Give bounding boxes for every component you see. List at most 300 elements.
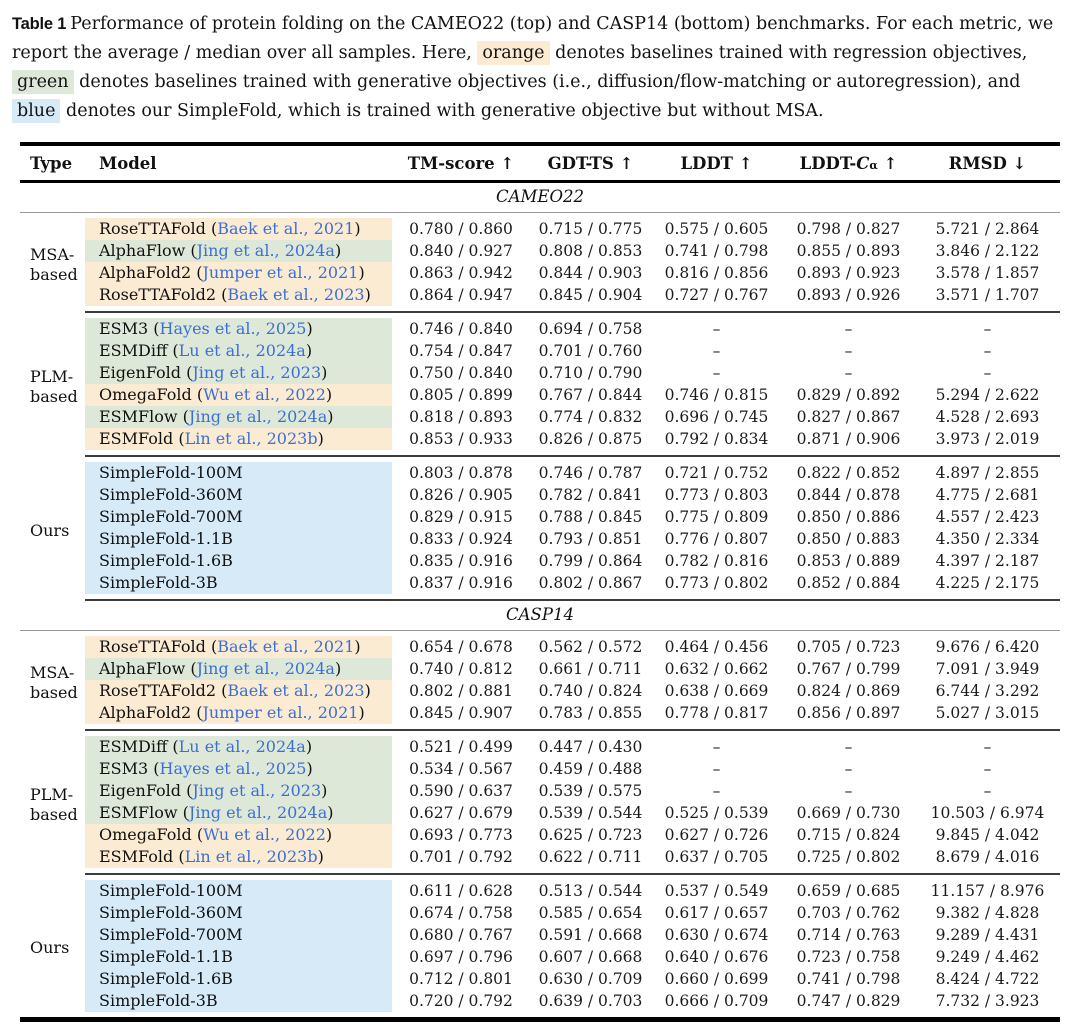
rmsd-value: 10.503 / 6.974	[930, 804, 1045, 822]
rmsd-value: 4.528 / 2.693	[935, 408, 1040, 426]
model-name: AlphaFold2 (	[99, 263, 203, 282]
table-row	[20, 572, 1060, 600]
model-cell	[85, 362, 392, 384]
model-cell	[85, 528, 392, 550]
citation-link[interactable]: Baek et al., 2023	[227, 285, 365, 304]
table-row	[20, 284, 1060, 312]
lddt-ca-value: 0.705 / 0.723	[796, 638, 901, 656]
model-name: RoseTTAFold2 (	[99, 681, 228, 700]
column-header-lddt: LDDT ↑	[651, 144, 782, 182]
lddt-ca-value: 0.715 / 0.824	[796, 826, 901, 844]
lddt-value: 0.721 / 0.752	[664, 464, 769, 482]
column-header-tm-score: TM-score ↑	[392, 144, 530, 182]
lddt-ca-value: 0.798 / 0.827	[796, 220, 901, 238]
lddt-value: 0.816 / 0.856	[664, 264, 769, 282]
gdt-ts-value: 0.782 / 0.841	[538, 486, 643, 504]
rmsd-value: 4.397 / 2.187	[935, 552, 1040, 570]
lddt-ca-value: 0.714 / 0.763	[796, 926, 901, 944]
lddt-value: –	[712, 738, 721, 756]
model-cell	[85, 702, 392, 730]
lddt-ca-value: 0.850 / 0.883	[796, 530, 901, 548]
table-row	[20, 384, 1060, 406]
citation-link[interactable]: Jing et al., 2024a	[188, 407, 328, 426]
lddt-value: 0.727 / 0.767	[651, 284, 782, 312]
lddt-ca-value: 0.856 / 0.897	[782, 702, 915, 730]
rmsd-value: 4.225 / 2.175	[915, 572, 1060, 600]
model-name: ESMDiff (	[99, 737, 179, 756]
model-name: SimpleFold-1.1B	[99, 529, 233, 548]
tm-score-value: 0.845 / 0.907	[392, 702, 530, 730]
rmsd-value: 11.157 / 8.976	[930, 882, 1045, 900]
lddt-ca-value: 0.850 / 0.886	[796, 508, 901, 526]
gdt-ts-value: 0.710 / 0.790	[538, 364, 643, 382]
lddt-value: 0.741 / 0.798	[664, 242, 769, 260]
gdt-ts-value: 0.774 / 0.832	[538, 408, 643, 426]
gdt-ts-value: 0.694 / 0.758	[538, 320, 643, 338]
table-row	[20, 902, 1060, 924]
rmsd-value: –	[983, 782, 992, 800]
lddt-ca-value: 0.827 / 0.867	[796, 408, 901, 426]
lddt-value: 0.660 / 0.699	[664, 970, 769, 988]
rmsd-value: –	[983, 342, 992, 360]
rmsd-value: –	[983, 738, 992, 756]
lddt-ca-value: –	[844, 760, 853, 778]
tm-score-value: 0.701 / 0.792	[392, 846, 530, 874]
citation-link[interactable]: Jing et al., 2024a	[196, 659, 335, 678]
lddt-ca-value: 0.725 / 0.802	[782, 846, 915, 874]
model-name: SimpleFold-100M	[99, 881, 243, 900]
model-name: SimpleFold-360M	[99, 903, 243, 922]
gdt-ts-value: 0.701 / 0.760	[538, 342, 643, 360]
citation-link[interactable]: Baek et al., 2021	[217, 219, 355, 238]
model-name: ESMFlow (	[99, 803, 189, 822]
lddt-value: 0.632 / 0.662	[664, 660, 769, 678]
gdt-ts-value: 0.715 / 0.775	[538, 220, 643, 238]
model-cell	[85, 572, 392, 600]
type-label: Ours	[30, 520, 70, 540]
table-row	[20, 240, 1060, 262]
lddt-ca-value: 0.669 / 0.730	[796, 804, 901, 822]
rmsd-value: 3.846 / 2.122	[935, 242, 1040, 260]
gdt-ts-value: 0.767 / 0.844	[538, 386, 643, 404]
tm-score-value: 0.780 / 0.860	[409, 220, 513, 238]
citation-link[interactable]: Jing et al., 2024a	[196, 241, 335, 260]
tm-score-value: 0.864 / 0.947	[392, 284, 530, 312]
lddt-ca-value: 0.844 / 0.878	[796, 486, 901, 504]
paren-close: )	[325, 825, 333, 844]
table-row	[20, 406, 1060, 428]
table-row	[20, 312, 1060, 340]
lddt-value: 0.630 / 0.674	[664, 926, 769, 944]
rmsd-value: 3.571 / 1.707	[915, 284, 1060, 312]
tm-score-value: 0.835 / 0.916	[409, 552, 513, 570]
paren-close: )	[334, 241, 342, 260]
lddt-ca-value: 0.747 / 0.829	[796, 992, 901, 1010]
rmsd-value: 3.973 / 2.019	[915, 428, 1060, 456]
rmsd-value: 9.845 / 4.042	[935, 826, 1040, 844]
model-name: SimpleFold-3B	[99, 573, 218, 592]
benchmark-title: CASP14	[20, 600, 1060, 631]
paren-close: )	[317, 847, 324, 866]
model-name: ESMFlow (	[99, 407, 189, 426]
tm-score-value: 0.863 / 0.942	[409, 264, 513, 282]
gdt-ts-value: 0.562 / 0.572	[538, 638, 643, 656]
model-name: ESM3 (	[99, 319, 160, 338]
model-name: ESMFold (	[99, 847, 185, 866]
gdt-ts-value: 0.844 / 0.903	[538, 264, 643, 282]
model-cell	[85, 874, 392, 902]
paren-close: )	[334, 659, 342, 678]
gdt-ts-value: 0.808 / 0.853	[538, 242, 643, 260]
rmsd-value: 8.424 / 4.722	[935, 970, 1040, 988]
rmsd-value: 8.679 / 4.016	[915, 846, 1060, 874]
rmsd-value: 5.294 / 2.622	[935, 386, 1040, 404]
model-cell	[85, 384, 392, 406]
lddt-ca-value: 0.822 / 0.852	[796, 464, 901, 482]
model-name: AlphaFlow (	[99, 241, 197, 260]
lddt-value: 0.776 / 0.807	[664, 530, 769, 548]
lddt-value: 0.775 / 0.809	[664, 508, 769, 526]
column-header-rmsd: RMSD ↓	[915, 144, 1060, 182]
tm-score-value: 0.750 / 0.840	[409, 364, 513, 382]
model-cell	[85, 213, 392, 241]
tm-score-value: 0.611 / 0.628	[409, 882, 513, 900]
citation-link[interactable]: Hayes et al., 2025	[159, 319, 307, 338]
model-name: SimpleFold-700M	[99, 925, 243, 944]
table-row	[20, 946, 1060, 968]
paren-close: )	[321, 781, 328, 800]
type-label: MSA-based	[30, 663, 78, 702]
lddt-value: 0.792 / 0.834	[651, 428, 782, 456]
model-cell	[85, 631, 392, 659]
rmsd-value: –	[983, 320, 992, 338]
citation-link[interactable]: Wu et al., 2022	[203, 385, 326, 404]
table-row	[20, 456, 1060, 484]
rmsd-value: 3.578 / 1.857	[935, 264, 1040, 282]
citation-link[interactable]: Wu et al., 2022	[203, 825, 326, 844]
lddt-value: 0.640 / 0.676	[664, 948, 769, 966]
table-row	[20, 802, 1060, 824]
rmsd-value: 9.289 / 4.431	[935, 926, 1040, 944]
lddt-value: 0.617 / 0.657	[664, 904, 769, 922]
rmsd-value: 7.091 / 3.949	[935, 660, 1040, 678]
model-cell	[85, 406, 392, 428]
rmsd-value: 7.732 / 3.923	[935, 992, 1040, 1010]
tm-score-value: 0.740 / 0.812	[409, 660, 513, 678]
lddt-value: 0.773 / 0.803	[664, 486, 769, 504]
model-cell	[85, 340, 392, 362]
rmsd-value: 9.382 / 4.828	[935, 904, 1040, 922]
rmsd-value: 5.721 / 2.864	[935, 220, 1040, 238]
model-cell	[85, 758, 392, 780]
table-row	[20, 506, 1060, 528]
model-name: SimpleFold-360M	[99, 485, 243, 504]
rmsd-value: –	[983, 760, 992, 778]
lddt-value: 0.637 / 0.705	[651, 846, 782, 874]
gdt-ts-value: 0.799 / 0.864	[538, 552, 643, 570]
model-name: RoseTTAFold (	[99, 637, 218, 656]
gdt-ts-value: 0.661 / 0.711	[538, 660, 643, 678]
model-name: EigenFold (	[99, 781, 193, 800]
table-row	[20, 528, 1060, 550]
lddt-ca-value: –	[844, 364, 853, 382]
tm-score-value: 0.693 / 0.773	[409, 826, 513, 844]
model-name: SimpleFold-3B	[99, 991, 218, 1010]
table-row	[20, 428, 1060, 456]
lddt-value: –	[712, 320, 721, 338]
rmsd-value: 5.027 / 3.015	[915, 702, 1060, 730]
model-cell	[85, 730, 392, 758]
model-name: OmegaFold (	[99, 825, 204, 844]
lddt-ca-value: 0.767 / 0.799	[796, 660, 901, 678]
tm-score-value: 0.833 / 0.924	[409, 530, 513, 548]
tm-score-value: 0.818 / 0.893	[409, 408, 513, 426]
model-cell	[85, 240, 392, 262]
gdt-ts-value: 0.607 / 0.668	[538, 948, 643, 966]
table-row	[20, 824, 1060, 846]
model-name: OmegaFold (	[99, 385, 204, 404]
benchmark-section-row	[20, 182, 1060, 213]
column-header-gdt-ts: GDT-TS ↑	[530, 144, 651, 182]
model-cell	[85, 968, 392, 990]
tm-score-value: 0.746 / 0.840	[409, 320, 513, 338]
model-name: AlphaFold2 (	[99, 703, 203, 722]
gdt-ts-value: 0.802 / 0.867	[530, 572, 651, 600]
type-label: PLM-based	[30, 784, 78, 824]
lddt-ca-value: 0.703 / 0.762	[796, 904, 901, 922]
gdt-ts-value: 0.539 / 0.544	[538, 804, 643, 822]
tm-score-value: 0.853 / 0.933	[392, 428, 530, 456]
tm-score-value: 0.590 / 0.637	[409, 782, 513, 800]
type-label: PLM-based	[30, 366, 78, 406]
citation-link[interactable]: Hayes et al., 2025	[159, 759, 307, 778]
table-row	[20, 874, 1060, 902]
gdt-ts-value: 0.622 / 0.711	[530, 846, 651, 874]
table-row	[20, 658, 1060, 680]
table-row	[20, 680, 1060, 702]
paren-close: )	[358, 703, 365, 722]
table-row	[20, 990, 1060, 1020]
gdt-ts-value: 0.793 / 0.851	[538, 530, 643, 548]
gdt-ts-value: 0.826 / 0.875	[530, 428, 651, 456]
lddt-value: 0.464 / 0.456	[664, 638, 769, 656]
table-row	[20, 968, 1060, 990]
paren-close: )	[327, 407, 334, 426]
table-row	[20, 702, 1060, 730]
model-name: SimpleFold-1.6B	[99, 969, 233, 988]
rmsd-value: 4.775 / 2.681	[935, 486, 1040, 504]
paren-close: )	[364, 681, 371, 700]
table-row	[20, 730, 1060, 758]
lddt-ca-value: 0.855 / 0.893	[796, 242, 901, 260]
citation-link[interactable]: Jing et al., 2023	[192, 363, 322, 382]
rmsd-value: 4.557 / 2.423	[935, 508, 1040, 526]
model-cell	[85, 484, 392, 506]
rmsd-value: 4.350 / 2.334	[935, 530, 1040, 548]
table-row	[20, 213, 1060, 241]
benchmark-section-row	[20, 600, 1060, 631]
model-cell	[85, 902, 392, 924]
paren-close: )	[354, 219, 361, 238]
lddt-value: 0.525 / 0.539	[664, 804, 769, 822]
model-cell	[85, 846, 392, 874]
rmsd-value: 9.676 / 6.420	[935, 638, 1040, 656]
table-row	[20, 340, 1060, 362]
lddt-ca-value: 0.853 / 0.889	[796, 552, 901, 570]
lddt-value: 0.537 / 0.549	[664, 882, 769, 900]
citation-link[interactable]: Baek et al., 2023	[227, 681, 365, 700]
gdt-ts-value: 0.459 / 0.488	[538, 760, 643, 778]
tm-score-value: 0.802 / 0.881	[409, 682, 513, 700]
gdt-ts-value: 0.788 / 0.845	[538, 508, 643, 526]
lddt-ca-value: 0.852 / 0.884	[782, 572, 915, 600]
lddt-value: 0.782 / 0.816	[664, 552, 769, 570]
rmsd-value: 9.249 / 4.462	[935, 948, 1040, 966]
citation-link[interactable]: Lin et al., 2023b	[184, 429, 318, 448]
model-cell	[85, 428, 392, 456]
model-cell	[85, 312, 392, 340]
lddt-ca-value: 0.871 / 0.906	[782, 428, 915, 456]
model-cell	[85, 456, 392, 484]
paren-close: )	[306, 319, 313, 338]
rmsd-value: –	[983, 364, 992, 382]
lddt-value: 0.638 / 0.669	[664, 682, 769, 700]
table-row	[20, 362, 1060, 384]
tm-score-value: 0.534 / 0.567	[409, 760, 513, 778]
column-header-model: Model	[85, 144, 392, 182]
lddt-value: 0.746 / 0.815	[664, 386, 769, 404]
lddt-value: –	[712, 364, 721, 382]
citation-link[interactable]: Lu et al., 2024a	[178, 341, 306, 360]
lddt-value: –	[712, 342, 721, 360]
tm-score-value: 0.840 / 0.927	[409, 242, 513, 260]
gdt-ts-value: 0.845 / 0.904	[530, 284, 651, 312]
protein-folding-benchmark-table	[20, 142, 1060, 1022]
citation-link[interactable]: Lu et al., 2024a	[178, 737, 306, 756]
lddt-ca-value: –	[844, 738, 853, 756]
lddt-ca-value: 0.741 / 0.798	[796, 970, 901, 988]
model-name: SimpleFold-700M	[99, 507, 243, 526]
paren-close: )	[327, 803, 334, 822]
tm-score-value: 0.754 / 0.847	[409, 342, 513, 360]
paren-close: )	[325, 385, 333, 404]
lddt-ca-value: 0.723 / 0.758	[796, 948, 901, 966]
model-cell	[85, 946, 392, 968]
lddt-ca-value: –	[844, 320, 853, 338]
gdt-ts-value: 0.746 / 0.787	[538, 464, 643, 482]
table-row	[20, 631, 1060, 659]
table-row	[20, 924, 1060, 946]
citation-link[interactable]: Baek et al., 2021	[217, 637, 355, 656]
caption-text-after-blue: denotes our SimpleFold, which is trained with generative objective but without MSA.	[66, 101, 824, 121]
tm-score-value: 0.712 / 0.801	[409, 970, 513, 988]
model-name: RoseTTAFold (	[99, 219, 218, 238]
lddt-ca-value: 0.829 / 0.892	[796, 386, 901, 404]
citation-link[interactable]: Jumper et al., 2021	[202, 263, 359, 282]
caption-highlight-green: green	[12, 70, 74, 94]
paren-close: )	[354, 637, 361, 656]
gdt-ts-value: 0.630 / 0.709	[538, 970, 643, 988]
column-header-type: Type	[20, 144, 85, 182]
paren-close: )	[321, 363, 328, 382]
lddt-value: 0.666 / 0.709	[664, 992, 769, 1010]
model-cell	[85, 990, 392, 1020]
rmsd-value: 6.744 / 3.292	[935, 682, 1040, 700]
type-label: Ours	[30, 938, 70, 957]
model-cell	[85, 284, 392, 312]
paren-close: )	[306, 759, 313, 778]
citation-link[interactable]: Jumper et al., 2021	[202, 703, 359, 722]
table-row	[20, 846, 1060, 874]
model-cell	[85, 680, 392, 702]
tm-score-value: 0.829 / 0.915	[409, 508, 513, 526]
model-name: SimpleFold-1.6B	[99, 551, 233, 570]
model-name: ESMFold (	[99, 429, 185, 448]
table-row	[20, 758, 1060, 780]
model-name: SimpleFold-1.1B	[99, 947, 233, 966]
benchmark-title: CAMEO22	[20, 182, 1060, 213]
tm-score-value: 0.803 / 0.878	[409, 464, 513, 482]
gdt-ts-value: 0.585 / 0.654	[538, 904, 643, 922]
gdt-ts-value: 0.513 / 0.544	[538, 882, 643, 900]
model-name: AlphaFlow (	[99, 659, 197, 678]
model-cell	[85, 780, 392, 802]
lddt-value: 0.778 / 0.817	[651, 702, 782, 730]
lddt-value: –	[712, 760, 721, 778]
citation-link[interactable]: Jing et al., 2023	[192, 781, 322, 800]
paren-close: )	[358, 263, 365, 282]
tm-score-value: 0.805 / 0.899	[409, 386, 513, 404]
lddt-value: 0.773 / 0.802	[651, 572, 782, 600]
caption-text-after-orange: denotes baselines trained with regression objectives,	[555, 43, 1028, 63]
lddt-ca-value: 0.659 / 0.685	[796, 882, 901, 900]
caption-text-intro: Performance of protein folding on the CAMEO22 (top) and CASP14 (bottom) benchmarks. For each metric, we report the average / median over all samples. Here,	[12, 14, 1054, 63]
model-name: SimpleFold-100M	[99, 463, 243, 482]
paren-close: )	[305, 737, 313, 756]
column-header-lddt-ca: LDDT-Cα ↑	[782, 144, 915, 182]
model-cell	[85, 824, 392, 846]
tm-score-value: 0.720 / 0.792	[409, 992, 513, 1010]
type-label: MSA-based	[30, 245, 78, 284]
lddt-ca-value: –	[844, 782, 853, 800]
model-name: EigenFold (	[99, 363, 193, 382]
model-cell	[85, 924, 392, 946]
table-row	[20, 550, 1060, 572]
gdt-ts-value: 0.591 / 0.668	[538, 926, 643, 944]
paren-close: )	[305, 341, 313, 360]
citation-link[interactable]: Jing et al., 2024a	[188, 803, 328, 822]
lddt-ca-value: 0.824 / 0.869	[796, 682, 901, 700]
table-row	[20, 262, 1060, 284]
model-cell	[85, 262, 392, 284]
lddt-value: 0.627 / 0.726	[664, 826, 769, 844]
tm-score-value: 0.837 / 0.916	[392, 572, 530, 600]
citation-link[interactable]: Lin et al., 2023b	[184, 847, 318, 866]
paren-close: )	[364, 285, 371, 304]
table-row	[20, 780, 1060, 802]
gdt-ts-value: 0.783 / 0.855	[530, 702, 651, 730]
gdt-ts-value: 0.539 / 0.575	[538, 782, 643, 800]
model-name: RoseTTAFold2 (	[99, 285, 228, 304]
gdt-ts-value: 0.625 / 0.723	[538, 826, 643, 844]
caption-label: Table 1	[12, 15, 67, 33]
model-cell	[85, 658, 392, 680]
model-name: ESM3 (	[99, 759, 160, 778]
model-cell	[85, 550, 392, 572]
table-row	[20, 484, 1060, 506]
tm-score-value: 0.697 / 0.796	[409, 948, 513, 966]
paren-close: )	[317, 429, 324, 448]
